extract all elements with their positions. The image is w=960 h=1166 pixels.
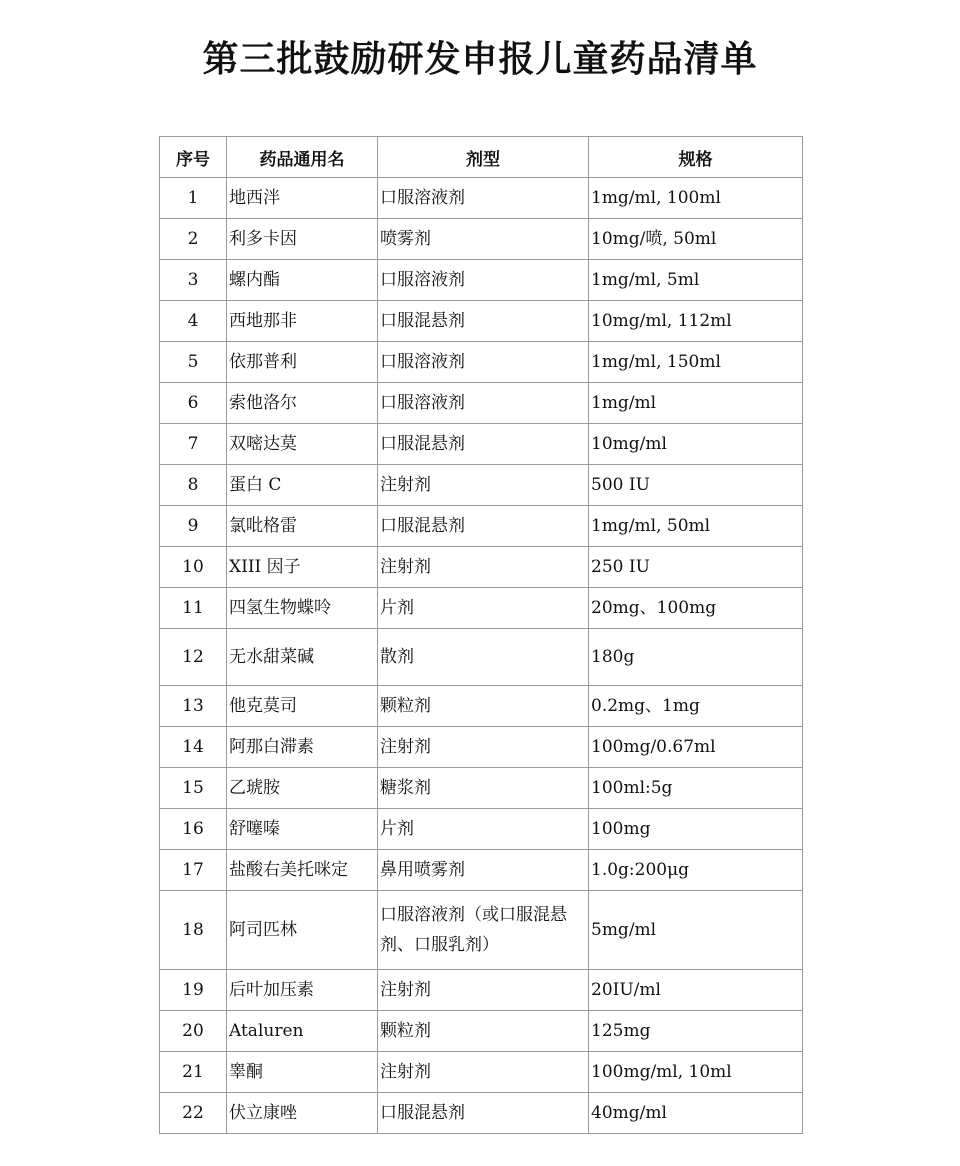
cell-serial-number: 14 (160, 727, 227, 768)
cell-serial-number: 13 (160, 686, 227, 727)
cell-serial-number: 21 (160, 1052, 227, 1093)
cell-generic-name: 氯吡格雷 (227, 506, 378, 547)
cell-specification: 1mg/ml, 100ml (589, 178, 803, 219)
cell-specification: 5mg/ml (589, 891, 803, 970)
cell-serial-number: 7 (160, 424, 227, 465)
table-row (160, 686, 803, 727)
cell-specification: 100mg/ml, 10ml (589, 1052, 803, 1093)
table-row (160, 891, 803, 970)
cell-specification: 100mg/0.67ml (589, 727, 803, 768)
table-row (160, 383, 803, 424)
cell-specification: 250 IU (589, 547, 803, 588)
cell-specification: 10mg/ml, 112ml (589, 301, 803, 342)
cell-dosage-form: 片剂 (378, 588, 589, 629)
table-row (160, 260, 803, 301)
table-row (160, 588, 803, 629)
cell-serial-number: 3 (160, 260, 227, 301)
cell-dosage-form: 口服溶液剂 (378, 260, 589, 301)
cell-dosage-form: 注射剂 (378, 727, 589, 768)
cell-specification: 1.0g:200μg (589, 850, 803, 891)
header-serial-number: 序号 (160, 137, 227, 178)
header-dosage-form: 剂型 (378, 137, 589, 178)
cell-generic-name: 阿那白滞素 (227, 727, 378, 768)
cell-serial-number: 20 (160, 1011, 227, 1052)
cell-specification: 125mg (589, 1011, 803, 1052)
cell-dosage-form: 口服溶液剂 (378, 342, 589, 383)
table-row (160, 178, 803, 219)
cell-specification: 1mg/ml, 50ml (589, 506, 803, 547)
cell-specification: 1mg/ml (589, 383, 803, 424)
cell-serial-number: 6 (160, 383, 227, 424)
cell-serial-number: 19 (160, 970, 227, 1011)
table-header-row (160, 137, 803, 178)
table-row (160, 506, 803, 547)
table-row (160, 465, 803, 506)
table-row (160, 342, 803, 383)
drug-list-table (159, 136, 803, 1134)
table-row (160, 727, 803, 768)
table-row (160, 970, 803, 1011)
cell-generic-name: 后叶加压素 (227, 970, 378, 1011)
cell-dosage-form: 鼻用喷雾剂 (378, 850, 589, 891)
cell-generic-name: 利多卡因 (227, 219, 378, 260)
cell-generic-name: 睾酮 (227, 1052, 378, 1093)
table-row (160, 768, 803, 809)
cell-generic-name: 地西泮 (227, 178, 378, 219)
cell-dosage-form: 注射剂 (378, 970, 589, 1011)
cell-serial-number: 4 (160, 301, 227, 342)
cell-dosage-form: 口服混悬剂 (378, 301, 589, 342)
cell-serial-number: 5 (160, 342, 227, 383)
cell-generic-name: 无水甜菜碱 (227, 629, 378, 686)
cell-serial-number: 18 (160, 891, 227, 970)
cell-dosage-form: 口服混悬剂 (378, 424, 589, 465)
header-specification: 规格 (589, 137, 803, 178)
cell-generic-name: 舒噻嗪 (227, 809, 378, 850)
cell-generic-name: 伏立康唑 (227, 1093, 378, 1134)
cell-specification: 1mg/ml, 150ml (589, 342, 803, 383)
cell-dosage-form: 口服溶液剂（或口服混悬剂、口服乳剂） (378, 891, 589, 970)
cell-serial-number: 1 (160, 178, 227, 219)
table-body (160, 178, 803, 1134)
cell-dosage-form: 口服混悬剂 (378, 1093, 589, 1134)
cell-specification: 40mg/ml (589, 1093, 803, 1134)
table-row (160, 850, 803, 891)
cell-dosage-form: 喷雾剂 (378, 219, 589, 260)
cell-dosage-form: 注射剂 (378, 547, 589, 588)
cell-serial-number: 8 (160, 465, 227, 506)
cell-generic-name: 索他洛尔 (227, 383, 378, 424)
cell-serial-number: 12 (160, 629, 227, 686)
cell-specification: 0.2mg、1mg (589, 686, 803, 727)
cell-generic-name: 四氢生物蝶呤 (227, 588, 378, 629)
cell-serial-number: 9 (160, 506, 227, 547)
cell-generic-name: 依那普利 (227, 342, 378, 383)
table-row (160, 424, 803, 465)
cell-dosage-form: 注射剂 (378, 1052, 589, 1093)
cell-generic-name: 他克莫司 (227, 686, 378, 727)
table-row (160, 629, 803, 686)
header-generic-name: 药品通用名 (227, 137, 378, 178)
cell-generic-name: XIII 因子 (227, 547, 378, 588)
cell-dosage-form: 颗粒剂 (378, 686, 589, 727)
cell-dosage-form: 糖浆剂 (378, 768, 589, 809)
cell-dosage-form: 散剂 (378, 629, 589, 686)
cell-generic-name: 蛋白 C (227, 465, 378, 506)
cell-specification: 180g (589, 629, 803, 686)
table-row (160, 1052, 803, 1093)
cell-generic-name: 阿司匹林 (227, 891, 378, 970)
document-title: 第三批鼓励研发申报儿童药品清单 (202, 39, 758, 80)
cell-serial-number: 11 (160, 588, 227, 629)
cell-serial-number: 15 (160, 768, 227, 809)
table-row (160, 1011, 803, 1052)
cell-serial-number: 2 (160, 219, 227, 260)
cell-dosage-form: 片剂 (378, 809, 589, 850)
cell-dosage-form: 口服混悬剂 (378, 506, 589, 547)
cell-dosage-form: 口服溶液剂 (378, 178, 589, 219)
cell-generic-name: 螺内酯 (227, 260, 378, 301)
cell-specification: 500 IU (589, 465, 803, 506)
cell-specification: 20IU/ml (589, 970, 803, 1011)
cell-generic-name: 西地那非 (227, 301, 378, 342)
cell-generic-name: Ataluren (227, 1011, 378, 1052)
cell-specification: 20mg、100mg (589, 588, 803, 629)
cell-dosage-form: 颗粒剂 (378, 1011, 589, 1052)
cell-generic-name: 乙琥胺 (227, 768, 378, 809)
cell-serial-number: 16 (160, 809, 227, 850)
table-row (160, 1093, 803, 1134)
table-row (160, 547, 803, 588)
cell-dosage-form: 口服溶液剂 (378, 383, 589, 424)
cell-specification: 100mg (589, 809, 803, 850)
cell-generic-name: 双嘧达莫 (227, 424, 378, 465)
cell-serial-number: 17 (160, 850, 227, 891)
cell-dosage-form: 注射剂 (378, 465, 589, 506)
cell-specification: 10mg/喷, 50ml (589, 219, 803, 260)
cell-serial-number: 10 (160, 547, 227, 588)
cell-specification: 10mg/ml (589, 424, 803, 465)
cell-serial-number: 22 (160, 1093, 227, 1134)
table-row (160, 219, 803, 260)
cell-generic-name: 盐酸右美托咪定 (227, 850, 378, 891)
cell-specification: 100ml:5g (589, 768, 803, 809)
table-row (160, 809, 803, 850)
table-row (160, 301, 803, 342)
cell-specification: 1mg/ml, 5ml (589, 260, 803, 301)
